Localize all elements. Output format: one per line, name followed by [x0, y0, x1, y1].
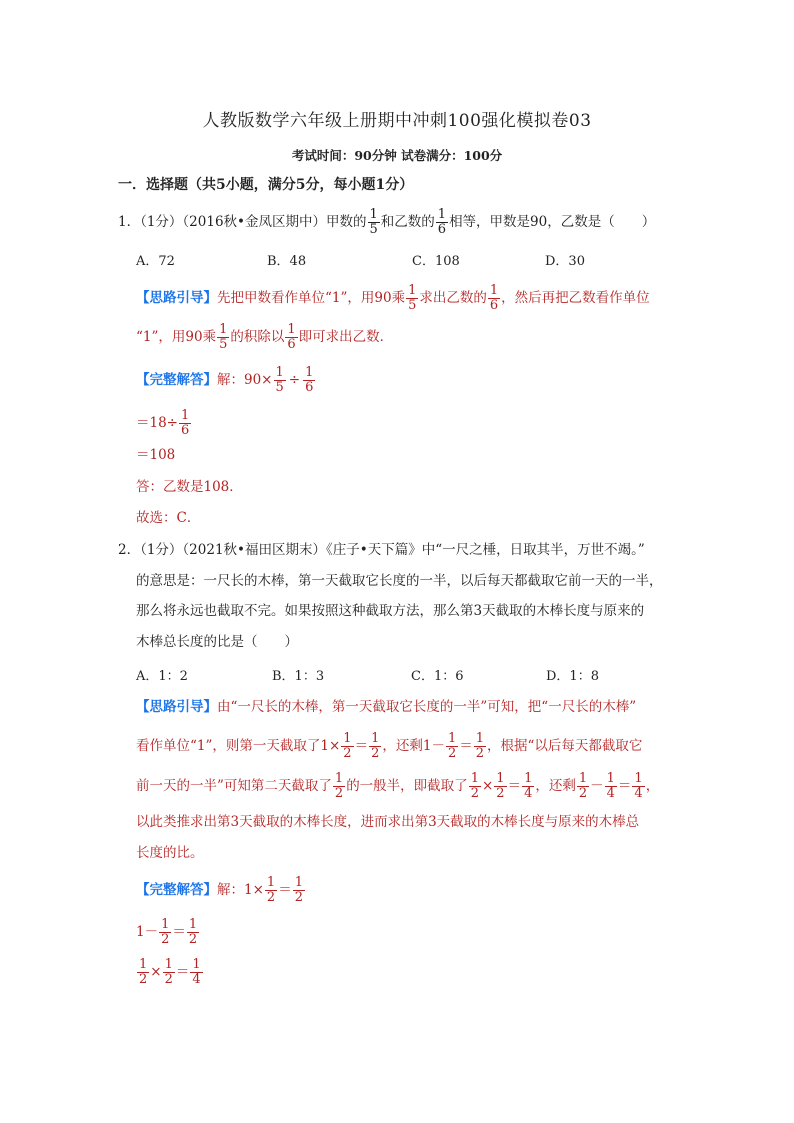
page-title: 人教版数学六年级上册期中冲刺100强化模拟卷03 [202, 111, 592, 131]
page-subtitle: 考试时间：90分钟 试卷满分：100分 [291, 148, 503, 163]
q1-hint-line-2: “1”，用90乘 $\frac{1}{5}$ 的积除以 $\frac{1}{6}$ 即可求出乙数． [136, 322, 394, 352]
q2-solution-line-1: 【完整解答】解：1× $\frac{1}{2}$ ＝ $\frac{1}{2}$ [136, 875, 303, 905]
q2-hint-line-3: 前一天的一半”可知第二天截取了 $\frac{1}{2}$ 的一般半，即截取了 $\frac{1}{2}$ × $\frac{1}{2}$ ＝ $\frac{1}{4}$ ，还剩 $\frac{1}{2}$ － $\frac{1}{4}$ ＝ $\frac{1}{4}$ ， [136, 771, 660, 801]
q1-stem: 1．（1分）（2016秋•金凤区期中）甲数的 $\frac{1}{5}$ 和乙数的 $\frac{1}{6}$ 相等，甲数是90，乙数是（ ） [118, 207, 656, 237]
q1-option-b[interactable]: B．48 [267, 254, 307, 269]
q2-hint-line-2: 看作单位“1”，则第一天截取了1× $\frac{1}{2}$ ＝ $\frac{1}{2}$ ，还剩1－ $\frac{1}{2}$ ＝ $\frac{1}{2}$ ，根据“以后每天都截取它 [136, 731, 643, 761]
q2-option-a[interactable]: A．1：2 [136, 669, 188, 684]
q1-solution-line-2: ＝18÷ $\frac{1}{6}$ [136, 408, 190, 438]
q1-solution-line-1: 【完整解答】解：90× $\frac{1}{5}$ ÷ $\frac{1}{6}$ [136, 365, 314, 395]
q2-hint-line-5: 长度的比。 [136, 845, 204, 861]
fraction: $\frac{1}{6}$ [437, 207, 447, 237]
hint-tag: 【思路引导】 [136, 290, 217, 306]
solution-tag: 【完整解答】 [136, 882, 217, 898]
q2-stem-line-2: 的意思是：一尺长的木棒，第一天截取它长度的一半，以后每天都截取它前一天的一半， [136, 573, 663, 589]
q2-stem-line-1: 2．（1分）（2021秋•福田区期末）《庄子•天下篇》中“一尺之棰，日取其半，万世不竭。” [118, 542, 645, 558]
q2-hint-line-4: 以此类推求出第3天截取的木棒长度，进而求出第3天截取的木棒长度与原来的木棒总 [136, 814, 640, 830]
fraction: $\frac{1}{5}$ [369, 207, 378, 237]
q2-solution-line-2: 1－ $\frac{1}{2}$ ＝ $\frac{1}{2}$ [136, 917, 198, 947]
q1-hint-line-1: 【思路引导】先把甲数看作单位“1”，用90乘 $\frac{1}{5}$ 求出乙数的 $\frac{1}{6}$ ，然后再把乙数看作单位 [136, 283, 650, 313]
q1-choice: 故选：C． [136, 510, 201, 526]
hint-tag: 【思路引导】 [136, 699, 217, 715]
solution-tag: 【完整解答】 [136, 372, 217, 388]
q2-solution-line-3: $\frac{1}{2}$ × $\frac{1}{2}$ ＝ $\frac{1}{4}$ [139, 957, 201, 987]
q2-stem-line-4: 木棒总长度的比是（ ） [136, 634, 298, 650]
q1-solution-line-3: ＝108 [136, 447, 176, 463]
q1-option-c[interactable]: C．108 [412, 254, 460, 269]
section-heading: 一．选择题（共5小题，满分5分，每小题1分） [118, 177, 414, 193]
q2-hint-line-1: 【思路引导】由“一尺长的木棒，第一天截取它长度的一半”可知，把“一尺长的木棒” [136, 699, 637, 715]
q2-option-c[interactable]: C．1：6 [411, 669, 464, 684]
q1-option-d[interactable]: D．30 [545, 254, 585, 269]
q2-option-b[interactable]: B．1：3 [272, 669, 325, 684]
q1-answer: 答：乙数是108． [136, 479, 243, 495]
q2-option-d[interactable]: D．1：8 [546, 669, 599, 684]
q2-stem-line-3: 那么将永远也截取不完。如果按照这种截取方法，那么第3天截取的木棒长度与原来的 [136, 603, 645, 619]
q1-option-a[interactable]: A．72 [136, 254, 175, 269]
